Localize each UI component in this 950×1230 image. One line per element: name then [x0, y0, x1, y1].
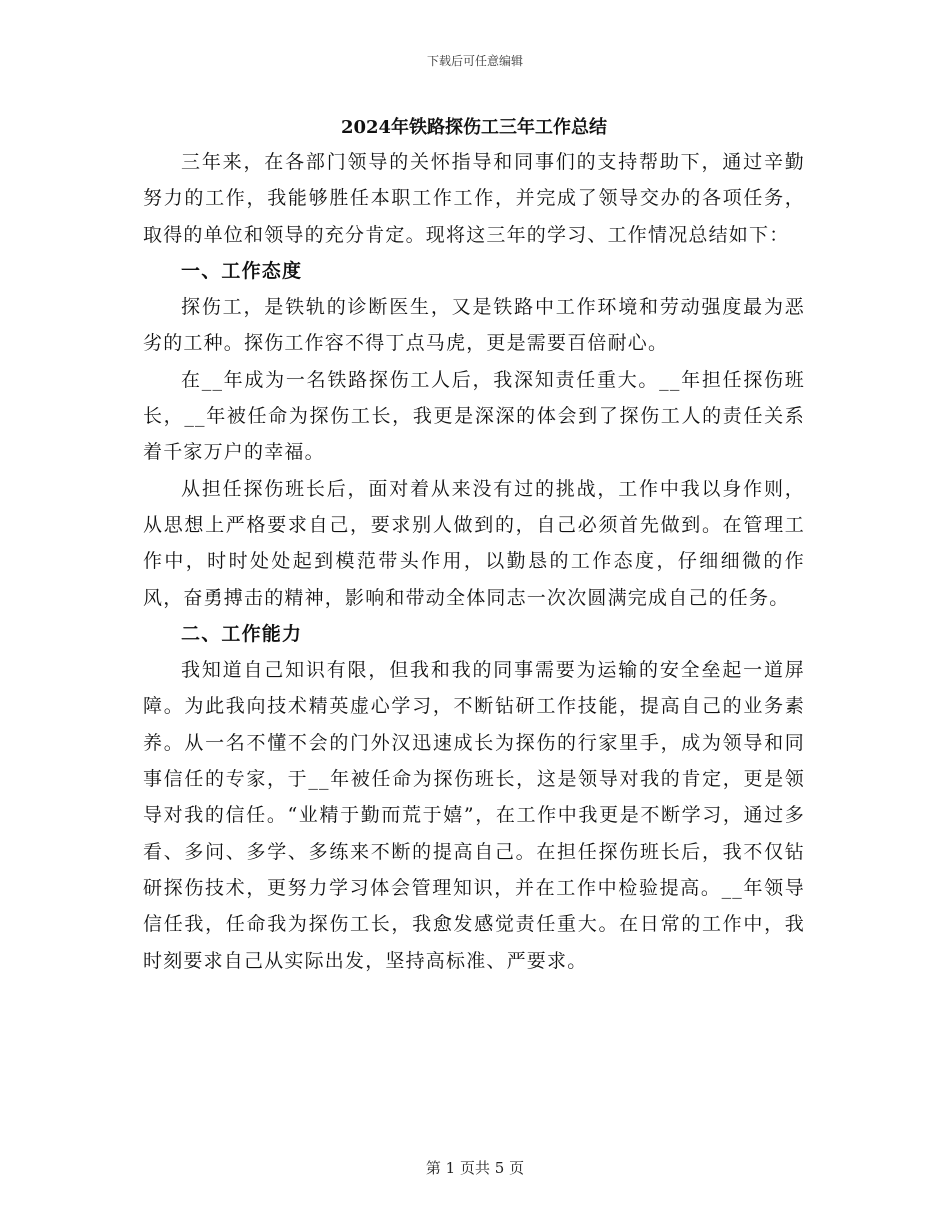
page-header-note: 下载后可任意编辑	[426, 54, 523, 68]
ability-paragraph-1: 我知道自己知识有限，但我和我的同事需要为运输的安全垒起一道屏障。为此我向技术精英虚心学习，不断钻研工作技能，提高自己的业务素养。从一名不懂不会的门外汉迅速成长为探伤的行家里手，成为领导和同事信任的专家，于__年被任命为探伤班长，这是领导对我的肯定，更是领导对我的信任。“业精于勤而荒于嬉”，在工作中我更是不断学习，通过多看、多问、多学、多练来不断的提高自己。在担任探伤班长后，我不仅钻研探伤技术，更努力学习体会管理知识，并在工作中检验提高。__年领导信任我，任命我为探伤工长，我愈发感觉责任重大。在日常的工作中，我时刻要求自己从实际出发，坚持高标准、严要求。	[143, 659, 805, 972]
attitude-paragraph-2: 在__年成为一名铁路探伤工人后，我深知责任重大。__年担任探伤班长，__年被任命为探伤工长，我更是深深的体会到了探伤工人的责任关系着千家万户的幸福。	[143, 368, 805, 464]
attitude-paragraph-3: 从担任探伤班长后，面对着从来没有过的挑战，工作中我以身作则，从思想上严格要求自己，要求别人做到的，自己必须首先做到。在管理工作中，时时处处起到模范带头作用，以勤恳的工作态度，仔细细微的作风，奋勇搏击的精神，影响和带动全体同志一次次圆满完成自己的任务。	[143, 477, 805, 609]
section-heading-ability: 二、工作能力	[181, 622, 303, 645]
document-title: 2024年铁路探伤工三年工作总结	[340, 117, 608, 138]
document-body	[143, 112, 805, 979]
attitude-paragraph-1: 探伤工，是铁轨的诊断医生，又是铁路中工作环境和劳动强度最为恶劣的工种。探伤工作容不得丁点马虎，更是需要百倍耐心。	[143, 296, 805, 355]
section-heading-attitude: 一、工作态度	[181, 259, 303, 282]
page-number: 第 1 页共 5 页	[425, 1159, 525, 1177]
intro-paragraph: 三年来，在各部门领导的关怀指导和同事们的支持帮助下，通过辛勤努力的工作，我能够胜任本职工作工作，并完成了领导交办的各项任务，取得的单位和领导的充分肯定。现将这三年的学习、工作情况总结如下：	[143, 151, 805, 246]
